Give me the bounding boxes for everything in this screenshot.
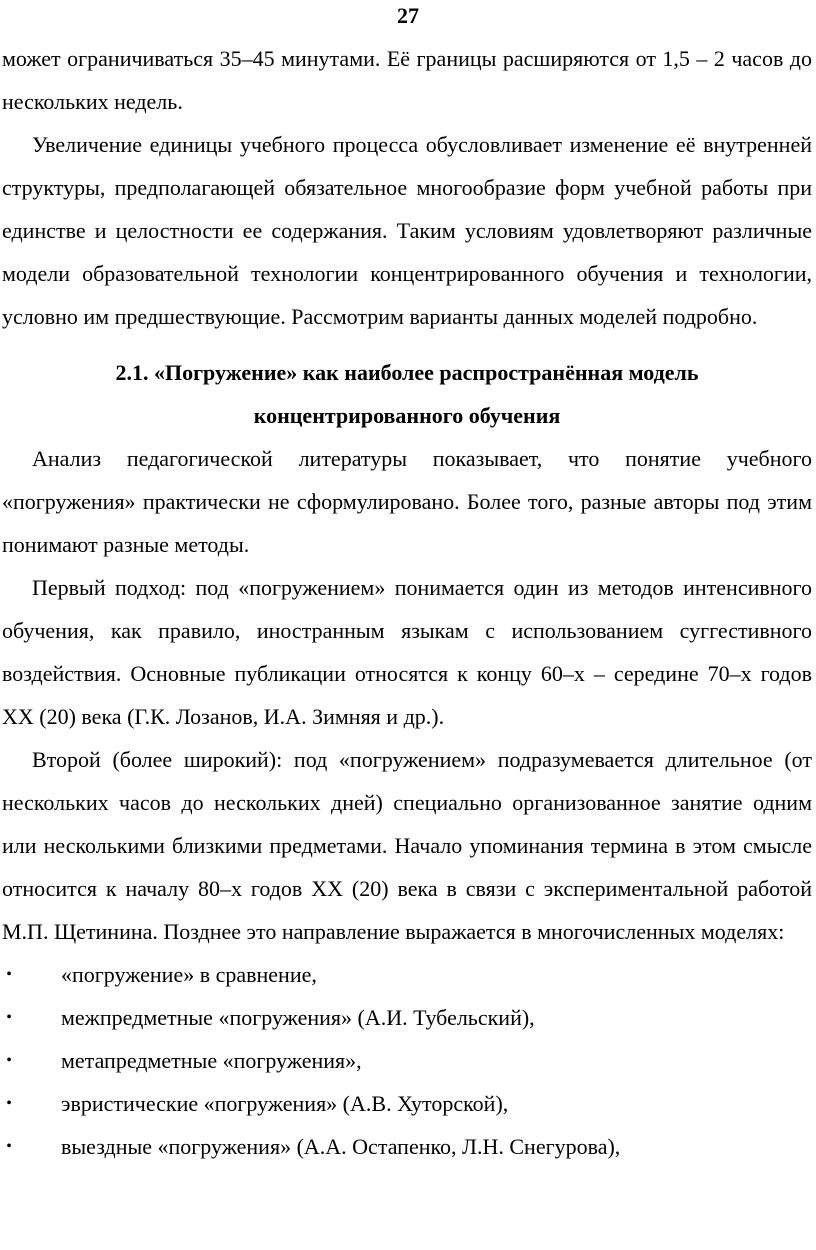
section-heading-line: 2.1. «Погружение» как наиболее распространённая модель (115, 360, 699, 385)
section-heading-line: концентрированного обучения (253, 403, 561, 428)
list-item (2, 996, 812, 1039)
bullet-icon: • (6, 1009, 12, 1026)
list-item-text: «погружение» в сравнение, (61, 962, 317, 987)
list-item-text: эвристические «погружения» (А.В. Хуторской), (61, 1091, 509, 1116)
list-item (2, 1039, 812, 1082)
list-item (2, 953, 812, 996)
list-item-text: межпредметные «погружения» (А.И. Тубельский), (61, 1005, 535, 1030)
list-item-text: выездные «погружения» (А.А. Остапенко, Л.Н. Снегурова), (61, 1134, 621, 1159)
bullet-icon: • (6, 1052, 12, 1069)
paragraph: Первый подход: под «погружением» понимается один из методов интенсивного обучения, как правило, иностранным языкам с использованием суггестивного воздействия. Основные публикации относятся к концу 60–х – середине 70–х годов XX (20) века (Г.К. Лозанов, И.А. Зимняя и др.). (2, 575, 812, 729)
paragraph: Второй (более широкий): под «погружением» подразумевается длительное (от нескольких часов до нескольких дней) специально организованное занятие одним или несколькими близкими предметами. Начало упоминания термина в этом смысле относится к началу 80–х годов XX (20) века в связи с экспериментальной работой М.П. Щетинина. Позднее это направление выражается в многочисленных моделях: (2, 747, 812, 944)
section-heading (2, 351, 812, 437)
paragraph: Увеличение единицы учебного процесса обусловливает изменение её внутренней структуры, предполагающей обязательное многообразие форм учебной работы при единстве и целостности ее содержания. Таким условиям удовлетворяют различные модели образовательной технологии концентрированного обучения и технологии, условно им предшествующие. Рассмотрим варианты данных моделей подробно. (2, 132, 812, 329)
bullet-icon: • (6, 1095, 12, 1112)
bullet-icon: • (6, 1138, 12, 1155)
document-body (2, 37, 812, 1168)
list-item (2, 1082, 812, 1125)
bullet-list (2, 953, 812, 1168)
list-item-text: метапредметные «погружения», (61, 1048, 362, 1073)
paragraph-continuation: может ограничиваться 35–45 минутами. Её границы расширяются от 1,5 – 2 часов до нескольких недель. (2, 46, 812, 114)
page-number: 27 (397, 3, 419, 28)
bullet-icon: • (6, 966, 12, 983)
paragraph: Анализ педагогической литературы показывает, что понятие учебного «погружения» практически не сформулировано. Более того, разные авторы под этим понимают разные методы. (2, 446, 812, 557)
list-item (2, 1125, 812, 1168)
